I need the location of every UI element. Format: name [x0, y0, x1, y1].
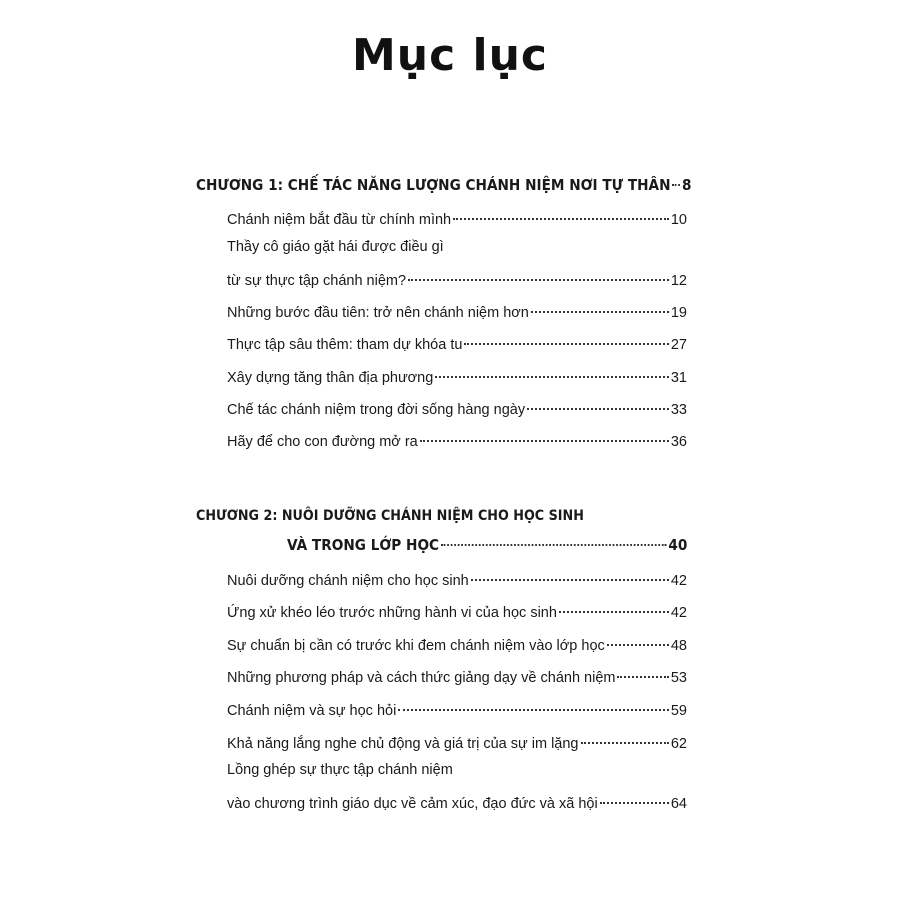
- entry-title: Khả năng lắng nghe chủ động và giá trị của sự im lặng: [227, 735, 579, 752]
- toc-entry: [227, 791, 687, 812]
- chapter-1-heading: [196, 172, 691, 194]
- dot-leader: [559, 596, 669, 613]
- toc-entry: [227, 665, 687, 686]
- dot-leader: [464, 328, 668, 345]
- entry-title: Ứng xử khéo léo trước những hành vi của học sinh: [227, 604, 557, 621]
- entry-title: vào chương trình giáo dục về cảm xúc, đạo đức và xã hội: [227, 795, 598, 812]
- entry-title: Những phương pháp và cách thức giảng dạy về chánh niệm: [227, 669, 616, 686]
- chapter-2-title-line1: CHƯƠNG 2: NUÔI DƯỠNG CHÁNH NIỆM CHO HỌC SINH: [196, 508, 584, 524]
- entry-title: Nuôi dưỡng chánh niệm cho học sinh: [227, 572, 469, 589]
- entry-page: 12: [670, 272, 687, 289]
- dot-leader: [617, 661, 668, 678]
- entry-title-line1: Thầy cô giáo gặt hái được điều gì: [227, 239, 444, 255]
- entry-title: Chánh niệm và sự học hỏi: [227, 702, 397, 719]
- dot-leader: [527, 393, 669, 410]
- entry-page: 42: [670, 572, 687, 589]
- dot-leader: [607, 629, 669, 646]
- entry-title: từ sự thực tập chánh niệm?: [227, 272, 407, 289]
- chapter-1-title: CHƯƠNG 1: CHẾ TÁC NĂNG LƯỢNG CHÁNH NIỆM NƠI TỰ THÂN: [196, 175, 671, 194]
- dot-leader: [531, 296, 669, 313]
- dot-leader: [420, 425, 669, 442]
- dot-leader: [435, 361, 669, 378]
- toc-entry: [227, 429, 687, 450]
- toc-entry: [227, 397, 687, 418]
- entry-page: 48: [670, 637, 687, 654]
- toc-entry: [227, 207, 687, 228]
- dot-leader: [398, 694, 669, 711]
- entry-title: Thực tập sâu thêm: tham dự khóa tu: [227, 336, 463, 353]
- chapter-2-title: VÀ TRONG LỚP HỌC: [287, 535, 440, 554]
- dot-leader: [672, 168, 680, 186]
- chapter-1-page: 8: [681, 175, 692, 194]
- entry-page: 19: [670, 304, 687, 321]
- toc-entry: [227, 300, 687, 321]
- entry-title: Hãy để cho con đường mở ra: [227, 433, 418, 450]
- entry-title: Chế tác chánh niệm trong đời sống hàng ngày: [227, 401, 526, 418]
- toc-entry: [227, 365, 687, 386]
- chapter-2-heading: [287, 532, 687, 554]
- dot-leader: [581, 727, 669, 744]
- entry-title-line1: Lồng ghép sự thực tập chánh niệm: [227, 762, 453, 778]
- dot-leader: [441, 528, 667, 546]
- entry-page: 59: [670, 702, 687, 719]
- dot-leader: [453, 203, 669, 220]
- dot-leader: [471, 564, 669, 581]
- entry-page: 36: [670, 433, 687, 450]
- entry-page: 53: [670, 669, 687, 686]
- toc-entry: [227, 731, 687, 752]
- entry-page: 62: [670, 735, 687, 752]
- entry-page: 10: [670, 211, 687, 228]
- chapter-2-page: 40: [668, 535, 688, 554]
- entry-title: Sự chuẩn bị cần có trước khi đem chánh niệm vào lớp học: [227, 637, 605, 654]
- toc-entry: [227, 268, 687, 289]
- page-title: Mục lục: [352, 30, 548, 81]
- toc-entry: [227, 633, 687, 654]
- entry-page: 27: [670, 336, 687, 353]
- entry-title: Chánh niệm bắt đầu từ chính mình: [227, 211, 452, 228]
- dot-leader: [408, 264, 669, 281]
- entry-page: 64: [670, 795, 687, 812]
- toc-entry: [227, 600, 687, 621]
- entry-page: 42: [670, 604, 687, 621]
- dot-leader: [600, 787, 669, 804]
- toc-entry: [227, 568, 687, 589]
- toc-entry: [227, 698, 687, 719]
- entry-title: Xây dựng tăng thân địa phương: [227, 369, 434, 386]
- toc-entry: [227, 332, 687, 353]
- entry-page: 33: [670, 401, 687, 418]
- entry-page: 31: [670, 369, 687, 386]
- entry-title: Những bước đầu tiên: trở nên chánh niệm hơn: [227, 304, 529, 321]
